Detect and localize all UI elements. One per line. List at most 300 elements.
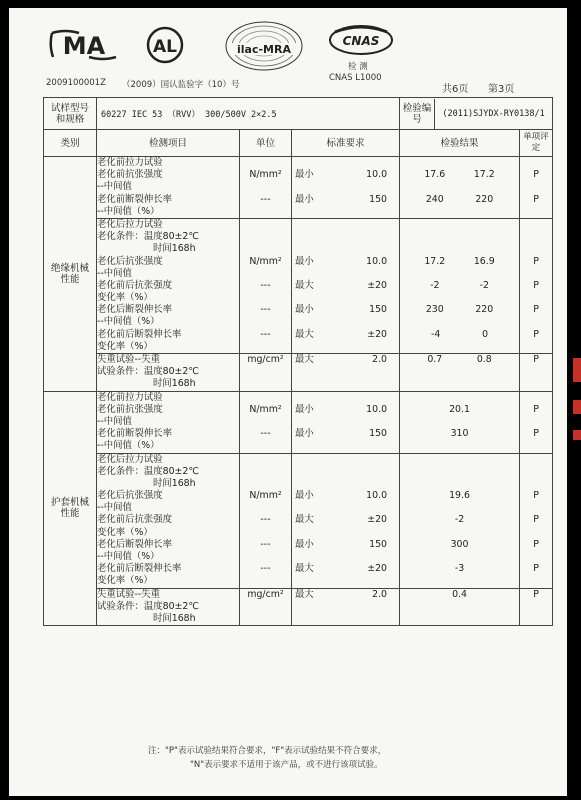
unit-value [240, 502, 291, 514]
result-value-2: 220 [475, 304, 494, 316]
unit-value: mg/cm² [247, 354, 284, 365]
unit-value [240, 316, 291, 328]
verdict-value [520, 243, 552, 255]
report-value: (2011)SJYDX-RY0138/1 [442, 108, 545, 119]
requirement [292, 454, 399, 466]
requirement-value: 150 [369, 193, 388, 205]
requirement [292, 378, 399, 390]
verdict-cell [520, 391, 553, 453]
requirement-cell [292, 588, 400, 626]
verdict-value [520, 157, 552, 169]
test-item: --中间值 [97, 415, 132, 427]
result-value-2: 17.2 [473, 169, 495, 181]
requirement [292, 256, 399, 268]
result-pair [400, 366, 519, 378]
verdict-value [520, 466, 552, 478]
requirement [292, 366, 399, 378]
result-value: 0.4 [452, 588, 467, 600]
test-item: 失重试验--失重 [97, 354, 161, 365]
result-value: 300 [450, 538, 469, 550]
items-cell [97, 391, 240, 453]
result-value: -3 [454, 563, 465, 575]
test-item: 老化后断裂伸长率 [97, 304, 173, 316]
requirement-cell [292, 157, 400, 219]
test-item: 试验条件：温度80±2℃ [97, 366, 199, 378]
unit-value [240, 416, 291, 428]
result-pair [400, 243, 519, 255]
verdict-cell [520, 588, 553, 626]
unit-value [240, 378, 291, 390]
cnas-number: CNAS L1000 [329, 73, 382, 83]
result-cell [400, 453, 520, 588]
requirement [292, 243, 399, 255]
result-value [400, 392, 519, 404]
test-item: --中间值（%） [97, 551, 160, 562]
unit-value: --- [260, 563, 271, 575]
seal-fragment [573, 400, 581, 414]
unit-value: --- [260, 428, 271, 440]
unit-value [240, 551, 291, 563]
requirement [292, 466, 399, 478]
requirement-value: 150 [369, 304, 388, 316]
result-value-2: 16.9 [473, 255, 495, 267]
result-cell [400, 354, 520, 392]
cnas-logo [327, 22, 395, 58]
verdict-value [520, 206, 552, 218]
result-value [400, 478, 519, 490]
requirement [292, 219, 399, 231]
note-line-1: 注："P"表示试验结果符合要求，"F"表示试验结果不符合要求， [148, 746, 387, 756]
unit-value [240, 219, 291, 231]
unit-value: N/mm² [249, 403, 282, 415]
unit-value [240, 292, 291, 304]
requirement-type: 最大 [295, 588, 314, 600]
column-header: 类别 [44, 130, 97, 157]
verdict-value: P [533, 328, 539, 340]
requirement-type: 最小 [295, 169, 314, 181]
requirement [292, 181, 399, 193]
requirement-value: 10.0 [366, 169, 388, 181]
result-value-2: -2 [479, 279, 489, 291]
verdict-value [520, 341, 552, 353]
unit-cell [240, 391, 292, 453]
verdict-value [520, 551, 552, 563]
items-cell [97, 157, 240, 219]
requirement-type: 最大 [295, 328, 314, 340]
test-item: 变化率（%） [97, 292, 153, 304]
requirement [292, 341, 399, 353]
result-value-1: -2 [430, 279, 440, 291]
page-total: 共6页 [442, 84, 469, 95]
requirement [292, 613, 399, 625]
unit-value: --- [260, 514, 271, 526]
unit-value [240, 243, 291, 255]
report-label: 检验编号 [400, 99, 435, 129]
verdict-value: P [533, 169, 539, 181]
requirement [292, 316, 399, 328]
unit-value [240, 527, 291, 539]
unit-value [240, 341, 291, 353]
result-value-1: 17.2 [424, 255, 446, 267]
test-block-row [44, 391, 553, 453]
table-body [44, 157, 553, 626]
cma-logo [49, 27, 119, 63]
test-item: 老化前抗张强度 [97, 403, 163, 415]
result-value-1: 240 [425, 193, 444, 205]
unit-value: --- [260, 304, 271, 316]
verdict-value: P [533, 563, 539, 575]
column-header: 检测项目 [97, 130, 240, 157]
requirement-value: ±20 [367, 328, 388, 340]
result-pair [400, 157, 519, 169]
requirement-cell [292, 391, 400, 453]
seal-fragment [573, 430, 581, 440]
verdict-value: P [533, 403, 539, 415]
test-item: --中间值（%） [97, 205, 160, 217]
test-item: 失重试验--失重 [97, 588, 161, 600]
verdict-cell [520, 157, 553, 219]
requirement [292, 304, 399, 316]
result-value-2: 0.8 [476, 354, 492, 365]
requirement-value: 150 [369, 538, 388, 550]
requirement [292, 392, 399, 404]
unit-value [240, 392, 291, 404]
verdict-cell [520, 218, 553, 353]
requirement [292, 502, 399, 514]
verdict-value [520, 478, 552, 490]
verdict-value [520, 268, 552, 280]
test-item: 变化率（%） [97, 575, 153, 587]
requirement-type: 最小 [295, 193, 314, 205]
column-header: 检验结果 [400, 130, 520, 157]
test-item: 老化条件：温度80±2℃ [97, 231, 199, 243]
verdict-value: P [533, 428, 539, 440]
requirement [292, 194, 399, 206]
result-value [400, 502, 519, 514]
svg-text:ilac-MRA: ilac-MRA [237, 43, 291, 56]
test-item: 老化后抗张强度 [97, 490, 163, 502]
unit-cell [240, 157, 292, 219]
result-value-1: -4 [430, 328, 441, 340]
verdict-value: P [533, 255, 539, 267]
verdict-value: P [533, 193, 539, 205]
unit-value [240, 231, 291, 243]
verdict-value: P [533, 538, 539, 550]
verdict-value [520, 527, 552, 539]
result-pair [400, 304, 519, 316]
result-pair [400, 256, 519, 268]
test-item: 老化前抗张强度 [97, 169, 163, 181]
test-item: 老化后拉力试验 [97, 453, 163, 465]
test-item: 老化前拉力试验 [97, 157, 163, 168]
sample-info-row [44, 98, 553, 130]
result-value [400, 466, 519, 478]
test-item: 老化条件：温度80±2℃ [97, 465, 199, 477]
model-label: 试样型号和规格 [44, 98, 97, 130]
column-header: 单项评定 [520, 130, 553, 157]
result-pair [400, 280, 519, 292]
requirement-value: ±20 [367, 514, 388, 526]
result-value-2: 0 [482, 328, 489, 340]
requirement-value: 10.0 [366, 255, 388, 267]
result-cell [400, 391, 520, 453]
column-header: 标准要求 [292, 130, 400, 157]
requirement [292, 231, 399, 243]
result-value [400, 416, 519, 428]
requirement-value: 2.0 [372, 588, 388, 600]
requirement [292, 539, 399, 551]
unit-cell [240, 588, 292, 626]
requirement [292, 416, 399, 428]
result-value [400, 454, 519, 466]
unit-value [240, 181, 291, 193]
verdict-value: P [533, 304, 539, 316]
verdict-value [520, 231, 552, 243]
test-item: 老化前后抗张强度 [97, 279, 173, 291]
test-item: 老化后拉力试验 [97, 218, 163, 230]
requirement-type: 最小 [295, 490, 314, 502]
result-pair [400, 354, 519, 366]
requirement-value: 10.0 [366, 403, 388, 415]
test-item: 老化前后断裂伸长率 [97, 563, 182, 575]
requirement-type: 最大 [295, 514, 314, 526]
result-value [400, 613, 519, 625]
column-header-row [44, 130, 553, 157]
verdict-value [520, 454, 552, 466]
verdict-value [520, 181, 552, 193]
requirement [292, 157, 399, 169]
test-item: 老化前断裂伸长率 [97, 428, 173, 440]
cert-text: （2009）国认监验字（10）号 [122, 80, 240, 90]
requirement [292, 601, 399, 613]
requirement [292, 514, 399, 526]
unit-value [240, 206, 291, 218]
requirement-value: 150 [369, 428, 388, 440]
unit-value [240, 440, 291, 452]
requirement [292, 589, 399, 601]
test-item: 时间168h [153, 378, 196, 390]
test-item: 试验条件：温度80±2℃ [97, 600, 199, 612]
verdict-value: P [533, 490, 539, 502]
test-item: --中间值 [97, 502, 132, 514]
result-cell [400, 588, 520, 626]
requirement-type: 最大 [295, 354, 314, 365]
unit-value [240, 366, 291, 378]
test-item: 老化后抗张强度 [97, 255, 163, 267]
cert-number: 2009100001Z [46, 78, 106, 88]
verdict-cell [520, 453, 553, 588]
result-value [400, 575, 519, 587]
requirement [292, 575, 399, 587]
column-header: 单位 [240, 130, 292, 157]
unit-value: --- [260, 193, 271, 205]
test-item: --中间值（%） [97, 316, 160, 328]
result-value-1: 17.6 [424, 169, 446, 181]
verdict-value [520, 601, 552, 613]
cnas-caption: 检 测 [348, 62, 368, 72]
test-item: 老化前断裂伸长率 [97, 193, 173, 205]
verdict-cell [520, 354, 553, 392]
cal-logo [142, 25, 188, 65]
requirement [292, 292, 399, 304]
note-line-2: "N"表示要求不适用于该产品，或不进行该项试验。 [190, 760, 383, 770]
result-pair [400, 292, 519, 304]
svg-text:CNAS: CNAS [342, 34, 380, 48]
verdict-value [520, 416, 552, 428]
requirement-type: 最小 [295, 304, 314, 316]
requirement-type: 最大 [295, 563, 314, 575]
ilac-mra-logo [221, 20, 307, 74]
verdict-value: P [533, 588, 539, 600]
requirement [292, 490, 399, 502]
unit-value [240, 454, 291, 466]
test-item: 老化前后抗张强度 [97, 514, 173, 526]
requirement-type: 最小 [295, 538, 314, 550]
result-value: 19.6 [449, 490, 470, 502]
requirement [292, 527, 399, 539]
test-item: 变化率（%） [97, 340, 153, 352]
test-item: 时间168h [153, 477, 196, 489]
model-value: 60227 IEC 53 （RVV） 300/500V 2×2.5 [97, 98, 400, 130]
test-item: --中间值 [97, 267, 132, 279]
requirement [292, 440, 399, 452]
requirement [292, 206, 399, 218]
result-value [400, 440, 519, 452]
svg-text:MA: MA [62, 32, 106, 60]
unit-value: --- [260, 328, 271, 340]
result-pair [400, 378, 519, 390]
test-item: 时间168h [153, 612, 196, 624]
result-pair [400, 316, 519, 328]
verdict-value [520, 366, 552, 378]
result-pair [400, 194, 519, 206]
result-value-1: 0.7 [427, 354, 443, 365]
test-block-row [44, 453, 553, 588]
verdict-value [520, 502, 552, 514]
result-value-2: 220 [475, 193, 494, 205]
unit-value [240, 466, 291, 478]
unit-value [240, 157, 291, 169]
requirement [292, 268, 399, 280]
verdict-value: P [533, 279, 539, 291]
result-pair [400, 169, 519, 181]
items-cell [97, 453, 240, 588]
result-pair [400, 341, 519, 353]
test-item: 时间168h [153, 243, 196, 255]
test-block-row [44, 354, 553, 392]
requirement-value: 2.0 [372, 354, 388, 365]
result-pair [400, 268, 519, 280]
result-value: 20.1 [449, 403, 470, 415]
requirement [292, 563, 399, 575]
unit-value: N/mm² [249, 255, 282, 267]
unit-cell [240, 218, 292, 353]
result-value [400, 551, 519, 563]
unit-value [240, 613, 291, 625]
result-value: 310 [450, 428, 469, 440]
requirement-value: ±20 [367, 563, 388, 575]
items-cell [97, 354, 240, 392]
category-cell: 绝缘机械性能 [44, 157, 97, 392]
test-block-row [44, 588, 553, 626]
requirement [292, 280, 399, 292]
verdict-value [520, 316, 552, 328]
items-cell [97, 588, 240, 626]
verdict-value [520, 440, 552, 452]
result-pair [400, 206, 519, 218]
verdict-value: P [533, 514, 539, 526]
result-pair [400, 329, 519, 341]
unit-value: mg/cm² [247, 588, 284, 600]
result-value [400, 527, 519, 539]
result-cell [400, 218, 520, 353]
test-item: 老化前后断裂伸长率 [97, 328, 182, 340]
requirement-type: 最小 [295, 428, 314, 440]
result-value-1: 230 [425, 304, 444, 316]
unit-value [240, 601, 291, 613]
result-value [400, 601, 519, 613]
requirement [292, 329, 399, 341]
verdict-value [520, 219, 552, 231]
result-pair [400, 219, 519, 231]
requirement-type: 最大 [295, 279, 314, 291]
requirement [292, 169, 399, 181]
requirement [292, 428, 399, 440]
requirement [292, 551, 399, 563]
verdict-value [520, 392, 552, 404]
test-block-row [44, 157, 553, 219]
page-number: 第3页 [488, 84, 515, 95]
unit-value: N/mm² [249, 490, 282, 502]
requirement [292, 354, 399, 366]
unit-value [240, 268, 291, 280]
requirement [292, 478, 399, 490]
requirement-cell [292, 218, 400, 353]
seal-fragment [573, 358, 581, 382]
result-pair [400, 181, 519, 193]
requirement-type: 最小 [295, 255, 314, 267]
result-pair [400, 231, 519, 243]
requirement [292, 404, 399, 416]
verdict-value [520, 613, 552, 625]
unit-value [240, 575, 291, 587]
report-no-cell [400, 98, 553, 130]
result-value: -2 [454, 514, 465, 526]
unit-value: --- [260, 279, 271, 291]
test-item: 变化率（%） [97, 526, 153, 538]
requirement-value: 10.0 [366, 490, 388, 502]
verdict-value [520, 575, 552, 587]
result-cell [400, 157, 520, 219]
requirement-cell [292, 354, 400, 392]
verdict-value [520, 292, 552, 304]
unit-value [240, 478, 291, 490]
category-cell: 护套机械性能 [44, 391, 97, 626]
test-item: --中间值（%） [97, 440, 160, 452]
unit-value: N/mm² [249, 169, 282, 181]
test-item: 老化前拉力试验 [97, 391, 163, 403]
requirement-type: 最小 [295, 403, 314, 415]
unit-cell [240, 354, 292, 392]
requirement-cell [292, 453, 400, 588]
test-item: 老化后断裂伸长率 [97, 538, 173, 550]
items-cell [97, 218, 240, 353]
test-item: --中间值 [97, 181, 132, 193]
test-report-table [43, 97, 553, 626]
requirement-value: ±20 [367, 279, 388, 291]
svg-text:AL: AL [153, 37, 177, 57]
verdict-value: P [533, 354, 539, 365]
